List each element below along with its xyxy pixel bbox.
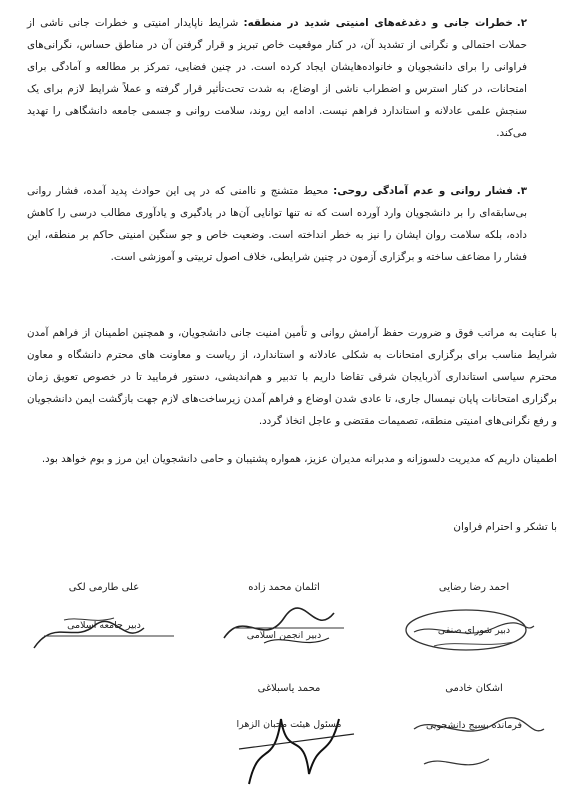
handwritten-signature (394, 699, 554, 779)
signatory-title: دبیر انجمن اسلامی (246, 630, 322, 641)
signature-block-yasbolaghi (204, 683, 374, 794)
signatory-name: اثلمان محمد زاده (248, 582, 320, 593)
signatory-title: دبیر جامعه اسلامی (67, 620, 141, 631)
section-psychological (27, 180, 527, 268)
section-heading: خطرات جانی و دغدغه‌های امنیتی شدید در منطقه: (243, 17, 513, 29)
signatory-name: علی طارمی لکی (68, 582, 140, 593)
handwritten-signature (209, 699, 369, 794)
signature-block-mohammadzadeh (199, 582, 369, 658)
signatory-name: اشکان خادمی (445, 683, 503, 694)
section-number: ۳. (516, 185, 527, 197)
section-heading: فشار روانی و عدم آمادگی روحی: (333, 185, 513, 197)
signatory-name: احمد رضا رضایی (438, 582, 510, 593)
signature-block-rezaei (389, 582, 559, 658)
signatory-name: محمد یاسبلاغی (257, 683, 321, 694)
section-number: ۲. (516, 17, 527, 29)
section-security (27, 12, 527, 144)
signatory-title: فرمانده بسیج دانشجویی (425, 720, 523, 731)
signatory-title: مسئول هیئت محبان الزهرا (236, 719, 342, 730)
signature-block-taromi (19, 582, 189, 658)
signature-block-khademi (389, 683, 559, 779)
section-body: محیط متشنج و ناامنی که در پی این حوادث پدید آمده، فشار روانی بی‌سابقه‌ای را بر دانشجویان وارد آورده است که نه تنها توانایی آن‌ها در یادگیری و یادآوری مطالب درسی را کاهش داده، بلکه سلامت روان ایشان را نیز به خطر انداخته است. وضعیت خاص و جو سنگین امنیتی حاکم بر منطقه، این فشار را مضاعف ساخته و برگزاری آزمون در چنین شرایطی، خلاف اصول تربیتی و آموزشی است. (27, 185, 527, 263)
signatory-title: دبیر شورای صنفی (437, 625, 511, 636)
section-body: شرایط ناپایدار امنیتی و خطرات جانی ناشی از حملات احتمالی و نگرانی از تشدید آن، در کنار موقعیت خاص تبریز و قرار گرفتن آن در مناطق حساس، نگرانی‌های فراوانی را برای دانشجویان و خانواده‌هایشان ایجاد کرده است. در چنین فضایی، تمرکز بر مطالعه و آمادگی برای امتحانات، در کنار استرس و اضطراب ناشی از اوضاع، به شدت تحت‌تأثیر قرار گرفته و عملاً شرایط لازم برای یک سنجش علمی عادلانه و استاندارد فراهم نیست. ادامه این روند، سلامت روانی و جسمی جامعه دانشگاهی را تهدید می‌کند. (27, 17, 527, 139)
trust-paragraph: اطمینان داریم که مدیریت دلسوزانه و مدبرانه مدیران عزیز، همواره پشتیبان و حامی دانشجویان این مرز و بوم خواهد بود. (41, 453, 557, 465)
handwritten-signature (204, 598, 364, 658)
closing-line: با تشکر و احترام فراوان (453, 521, 557, 533)
request-paragraph: با عنایت به مراتب فوق و ضرورت حفظ آرامش روانی و تأمین امنیت جانی دانشجویان، و همچنین اطمینان از فراهم آمدن شرایط مناسب برای برگزاری امتحانات به شکلی عادلانه و استاندارد، از ریاست و معاونت های محترم دانشگاه و معاون محترم سیاسی استانداری آذربایجان شرقی تقاضا داریم با تدبیر و هم‌اندیشی، دستور فرمایید تا در خصوص تعویق زمان برگزاری امتحانات پایان نیمسال جاری، تا عادی شدن اوضاع و فراهم آمدن زیرساخت‌های لازم جهت بازگشت ایمن دانشجویان و رفع نگرانی‌های امنیتی منطقه، تصمیمات مقتضی و عاجل اتخاذ گردد. (27, 327, 557, 427)
